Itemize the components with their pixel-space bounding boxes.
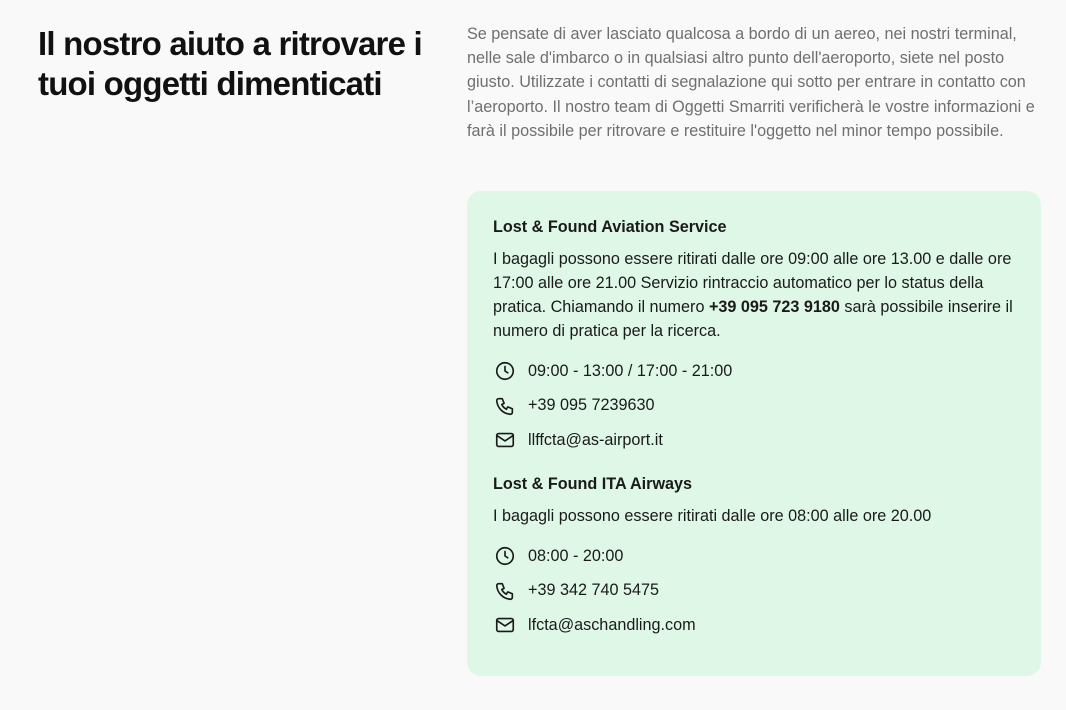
phone-link[interactable]: +39 095 7239630 — [528, 396, 655, 414]
page-title: Il nostro aiuto a ritrovare i tuoi oggetti dimenticati — [38, 25, 422, 102]
phone-icon — [493, 394, 517, 418]
contact-list — [493, 359, 1015, 452]
opening-hours: 09:00 - 13:00 / 17:00 - 21:00 — [528, 361, 733, 380]
contact-email[interactable] — [493, 613, 1015, 637]
service-description: I bagagli possono essere ritirati dalle ore 08:00 alle ore 20.00 — [493, 507, 932, 525]
service-title: Lost & Found Aviation Service — [493, 218, 727, 236]
email-link[interactable]: lfcta@aschandling.com — [528, 615, 696, 634]
contact-hours — [493, 359, 1015, 383]
service-aviation — [493, 215, 1015, 452]
contact-list — [493, 544, 1015, 637]
service-ita-airways — [493, 472, 1015, 637]
clock-icon — [493, 544, 517, 568]
email-link[interactable]: llffcta@as-airport.it — [528, 430, 663, 449]
contact-phone[interactable] — [493, 579, 1015, 603]
service-title: Lost & Found ITA Airways — [493, 475, 693, 493]
phone-icon — [493, 579, 517, 603]
contact-email[interactable] — [493, 428, 1015, 452]
description-text: sarà possibile inserire il numero di pratica per la ricerca. — [493, 298, 1013, 340]
mail-icon — [493, 428, 517, 452]
contacts-card — [467, 191, 1041, 676]
service-description — [493, 247, 1015, 343]
contact-hours — [493, 544, 1015, 568]
description-phone-number: +39 095 723 9180 — [708, 298, 840, 316]
contact-phone[interactable] — [493, 394, 1015, 418]
description-text: I bagagli possono essere ritirati dalle ore 09:00 alle ore 13.00 e dalle ore 17:00 alle ore 21.00 Servizio rintraccio automatico per lo status della pratica. Chiamando il numero — [493, 250, 1012, 316]
intro-paragraph: Se pensate di aver lasciato qualcosa a bordo di un aereo, nei nostri terminal, nelle sale d'imbarco o in qualsiasi altro punto dell'aeroporto, siete nel posto giusto. Utilizzate i contatti di segnalazione qui sotto per entrare in contatto con l’aeroporto. Il nostro team di Oggetti Smarriti verificherà le vostre informazioni e farà il possibile per ritrovare e restituire l'oggetto nel minor tempo possibile. — [467, 25, 1035, 140]
phone-link[interactable]: +39 342 740 5475 — [528, 581, 659, 599]
opening-hours: 08:00 - 20:00 — [528, 546, 624, 565]
clock-icon — [493, 359, 517, 383]
mail-icon — [493, 613, 517, 637]
